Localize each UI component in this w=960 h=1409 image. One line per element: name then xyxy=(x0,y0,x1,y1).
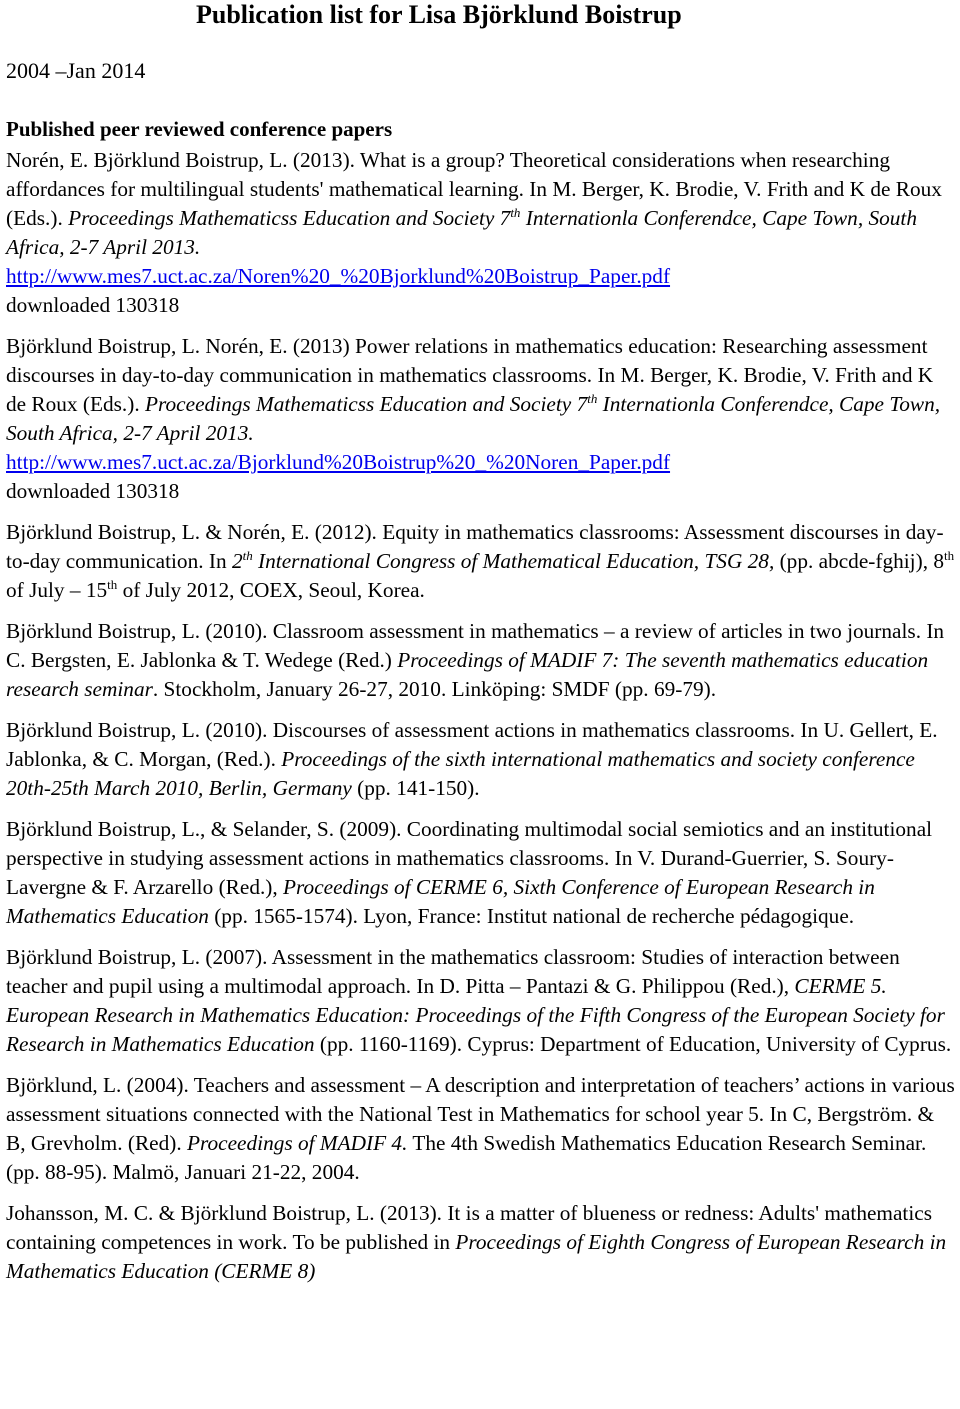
entry-superscript: th xyxy=(510,204,521,220)
entry-proceedings-title: CERME 5. European Research in Mathematics Education: Proceedings of the Fifth Congress of the European Society for Research in Mathematics Education xyxy=(6,974,945,1056)
entry-text: Björklund Boistrup, L. (2007). Assessment in the mathematics classroom: Studies of interaction between teacher and pupil using a multimodal approach. In D. Pitta – Pantazi & G. Philippou (Red.), xyxy=(6,945,900,998)
entry-text-tail: (pp. 141-150). xyxy=(351,776,480,800)
paper-link[interactable]: http://www.mes7.uct.ac.za/Bjorklund%20Boistrup%20_%20Noren_Paper.pdf xyxy=(6,450,671,474)
entry-text: Johansson, M. C. & Björklund Boistrup, L. (2013). It is a matter of blueness or redness: Adults' mathematics containing competences in work. To be published in xyxy=(6,1201,933,1254)
entry-text-tail: . Stockholm, January 26-27, 2010. Linköping: SMDF (pp. 69-79). xyxy=(152,677,717,701)
entry-proceedings-title: Proceedings of CERME 6, Sixth Conference of European Research in Mathematics Education xyxy=(6,875,875,928)
entry-proceedings-title: Proceedings of Eighth Congress of European Research in Mathematics Education (CERME 8) xyxy=(6,1230,947,1283)
entry-proceedings-title: Proceedings Mathematicss Education and Society 7 xyxy=(68,206,511,230)
entry-superscript: th xyxy=(107,576,118,592)
entry-text: Björklund Boistrup, L., & Selander, S. (2009). Coordinating multimodal social semiotics and an institutional perspective in studying assessment actions in mathematics classrooms. In V. Durand-Guerrier, S. Soury-Lavergne & F. Arzarello (Red.), xyxy=(6,817,933,899)
entry-proceedings-title-cont: Internationla Conferendce, Cape Town, South Africa, 2-7 April 2013. xyxy=(6,392,941,445)
entry-proceedings-title: Proceedings of the sixth international mathematics and society conference 20th-25th March 2010, Berlin, Germany xyxy=(6,747,915,800)
entry-superscript: th xyxy=(587,390,598,406)
entry-text: Björklund, L. (2004). Teachers and assessment – A description and interpretation of teachers’ actions in various assessment situations connected with the National Test in Mathematics for school year 5. In C, Bergström. & B, Grevholm. (Red). xyxy=(6,1073,955,1155)
entry-superscript: th xyxy=(944,547,955,563)
entry-text-tail: (pp. 1160-1169). Cyprus: Department of Education, University of Cyprus. xyxy=(314,1032,952,1056)
entry-text-tail: (pp. 1565-1574). Lyon, France: Institut national de recherche pédagogique. xyxy=(208,904,855,928)
entry-proceedings-title: Proceedings of MADIF 4. xyxy=(187,1131,408,1155)
publication-entry xyxy=(6,518,958,605)
entry-text: Björklund Boistrup, L. & Norén, E. (2012). Equity in mathematics classrooms: Assessment discourses in day-to-day communication. In xyxy=(6,520,944,573)
entry-proceedings-title: Proceedings of MADIF 7: The seventh mathematics education research seminar xyxy=(6,648,929,701)
entry-text-dates: of July – 15 xyxy=(6,578,108,602)
download-note: downloaded 130318 xyxy=(6,479,180,503)
entry-proceedings-title: Proceedings Mathematicss Education and Society 7 xyxy=(145,392,588,416)
entry-text-pages: (pp. abcde-fghij), 8 xyxy=(774,549,944,573)
publication-list xyxy=(6,146,958,1286)
publication-entry xyxy=(6,617,958,704)
entry-proceedings-title-cont: Internationla Conferendce, Cape Town, South Africa, 2-7 April 2013. xyxy=(6,206,917,259)
entry-congress-title: International Congress of Mathematical Education, TSG 28, xyxy=(252,549,775,573)
publication-entry xyxy=(6,815,958,931)
entry-text: Björklund Boistrup, L. (2010). Classroom assessment in mathematics – a review of articles in two journals. In C. Bergsten, E. Jablonka & T. Wedege (Red.) xyxy=(6,619,945,672)
entry-text: Björklund Boistrup, L. Norén, E. (2013) Power relations in mathematics education: Researching assessment discourses in day-to-day communication in mathematics classrooms. In M. Berger, K. Brodie, V. Frith and K de Roux (Eds.). xyxy=(6,334,934,416)
paper-link[interactable]: http://www.mes7.uct.ac.za/Noren%20_%20Bjorklund%20Boistrup_Paper.pdf xyxy=(6,264,671,288)
publication-entry xyxy=(6,332,958,506)
entry-superscript: th xyxy=(242,547,253,563)
publication-entry xyxy=(6,146,958,320)
entry-text-tail: The 4th Swedish Mathematics Education Research Seminar. (pp. 88-95). Malmö, Januari 21-22, 2004. xyxy=(6,1131,927,1184)
entry-text-venue: of July 2012, COEX, Seoul, Korea. xyxy=(117,578,425,602)
date-range: 2004 –Jan 2014 xyxy=(6,58,146,83)
publication-entry xyxy=(6,943,958,1059)
publication-entry xyxy=(6,1199,958,1286)
publication-entry xyxy=(6,1071,958,1187)
entry-congress-number: 2 xyxy=(231,549,243,573)
entry-text: Norén, E. Björklund Boistrup, L. (2013). What is a group? Theoretical considerations when researching affordances for multilingual students' mathematical learning. In M. Berger, K. Brodie, V. Frith and K de Roux (Eds.). xyxy=(6,148,942,230)
publication-entry xyxy=(6,716,958,803)
download-note: downloaded 130318 xyxy=(6,293,180,317)
document-title: Publication list for Lisa Björklund Boistrup xyxy=(196,0,682,29)
entry-text: Björklund Boistrup, L. (2010). Discourses of assessment actions in mathematics classrooms. In U. Gellert, E. Jablonka, & C. Morgan, (Red.). xyxy=(6,718,938,771)
section-heading: Published peer reviewed conference papers xyxy=(6,117,393,141)
